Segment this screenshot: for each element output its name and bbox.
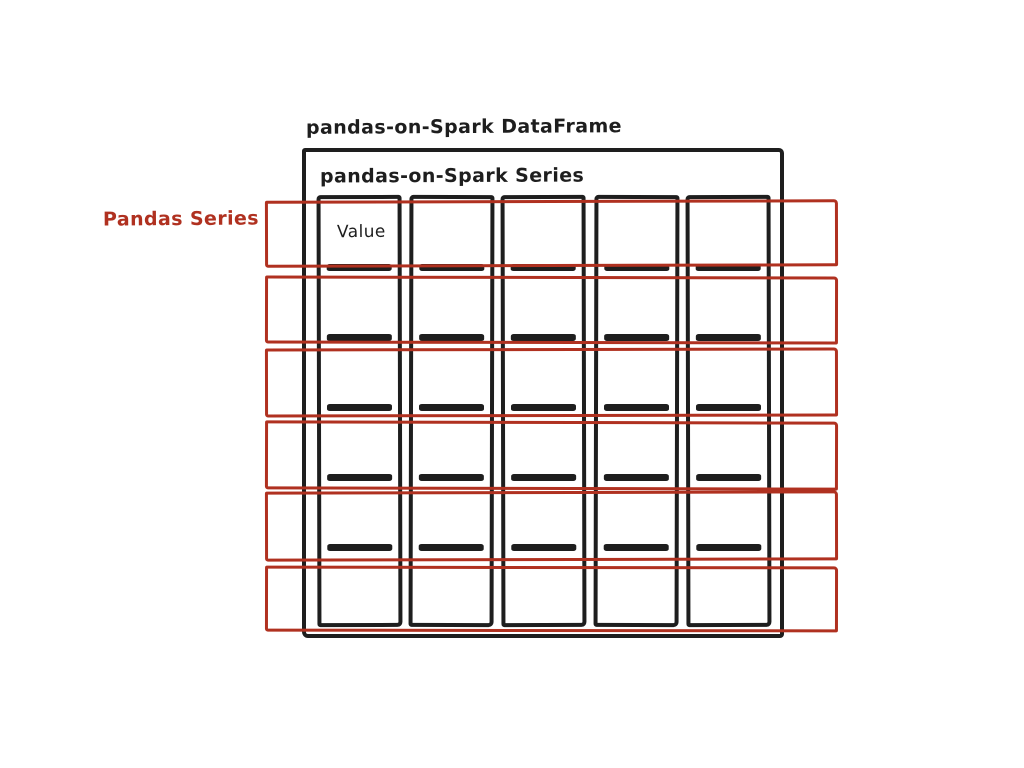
pandas-series-row: [265, 276, 838, 345]
pandas-series-label: Pandas Series: [102, 207, 260, 231]
value-label: Value: [336, 221, 386, 243]
spark-series-label: pandas-on-Spark Series: [319, 164, 585, 188]
pandas-series-row: [265, 348, 838, 418]
pandas-series-row: [265, 420, 838, 490]
pandas-series-row: [265, 490, 838, 561]
pandas-series-row: [265, 566, 838, 633]
dataframe-title: pandas-on-Spark DataFrame: [305, 115, 622, 139]
